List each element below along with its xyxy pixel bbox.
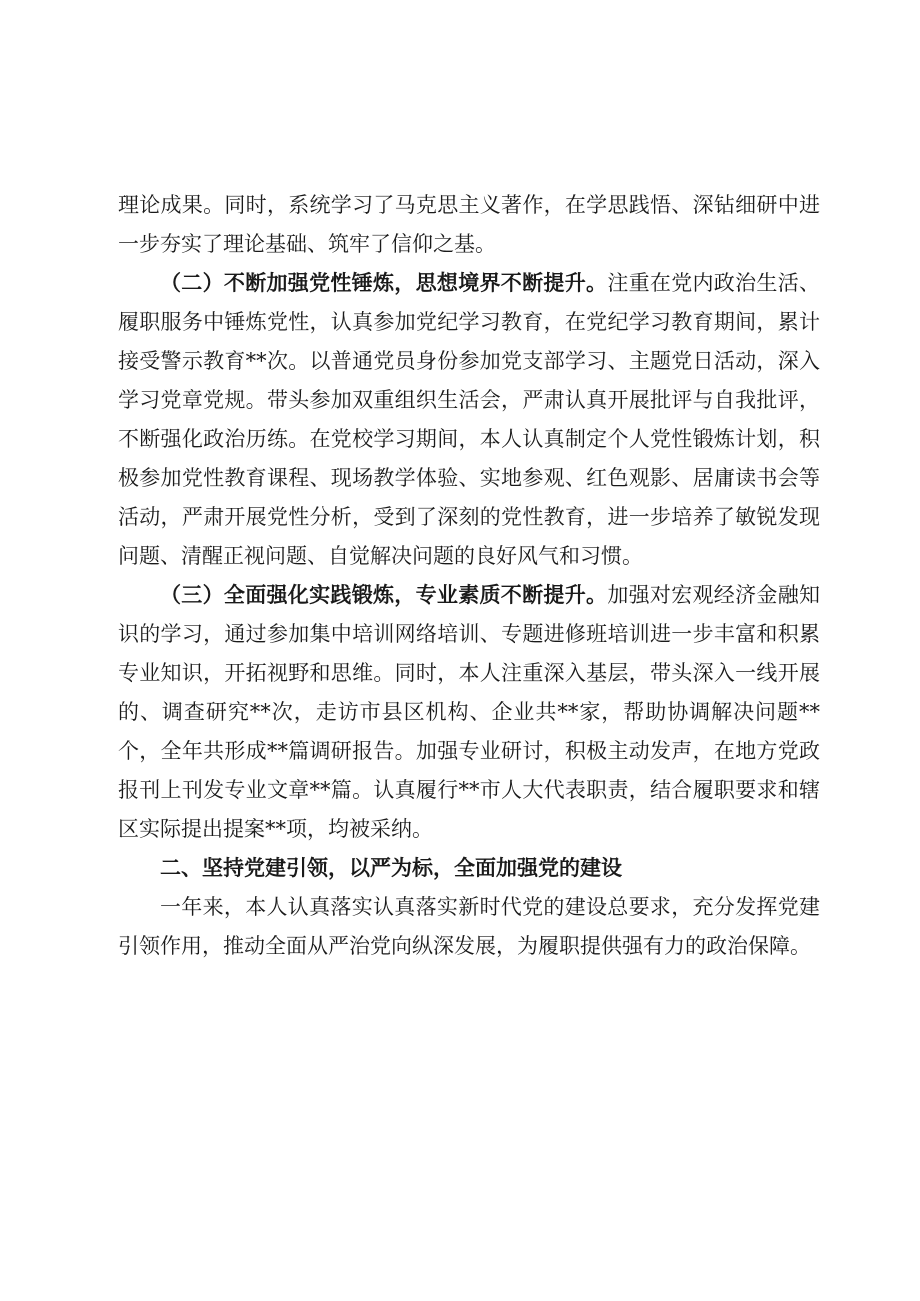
paragraph-text: 一年来，本人认真落实认真落实新时代党的建设总要求，充分发挥党建引领作用，推动全面从严治党向纵深发展，为履职提供强有力的政治保障。 [118,895,820,958]
paragraph-lead-heading: （二）不断加强党性锤炼，思想境界不断提升。 [160,271,608,295]
paragraph-text: 理论成果。同时，系统学习了马克思主义著作，在学思践悟、深钻细研中进一步夯实了理论基础、筑牢了信仰之基。 [118,193,820,256]
paragraph-lead-heading: （三）全面强化实践锻炼，专业素质不断提升。 [160,583,608,607]
paragraph-party-spirit [118,264,820,576]
paragraph-text: 加强对宏观经济金融知识的学习，通过参加集中培训网络培训、专题进修班培训进一步丰富和积累专业知识，开拓视野和思维。同时，本人注重深入基层，带头深入一线开展的、调查研究**次，走访市县区机构、企业共**家，帮助协调解决问题**个，全年共形成**篇调研报告。加强专业研讨，积极主动发声，在地方党政报刊上刊发专业文章**篇。认真履行**市人大代表职责，结合履职要求和辖区实际提出提案**项，均被采纳。 [118,583,821,841]
document-body [118,186,820,966]
paragraph-practice [118,576,820,849]
section-heading: 二、坚持党建引领，以严为标，全面加强党的建设 [160,856,622,880]
paragraph-text: 注重在党内政治生活、履职服务中锤炼党性，认真参加党纪学习教育，在党纪学习教育期间，累计接受警示教育**次。以普通党员身份参加党支部学习、主题党日活动，深入学习党章党规。带头参加双重组织生活会，严肃认真开展批评与自我批评，不断强化政治历练。在党校学习期间，本人认真制定个人党性锻炼计划，积极参加党性教育课程、现场教学体验、实地参观、红色观影、居庸读书会等活动，严肃开展党性分析，受到了深刻的党性教育，进一步培养了敏锐发现问题、清醒正视问题、自觉解决问题的良好风气和习惯。 [118,271,821,568]
paragraph-continuation [118,186,820,264]
paragraph-closing [118,888,820,966]
